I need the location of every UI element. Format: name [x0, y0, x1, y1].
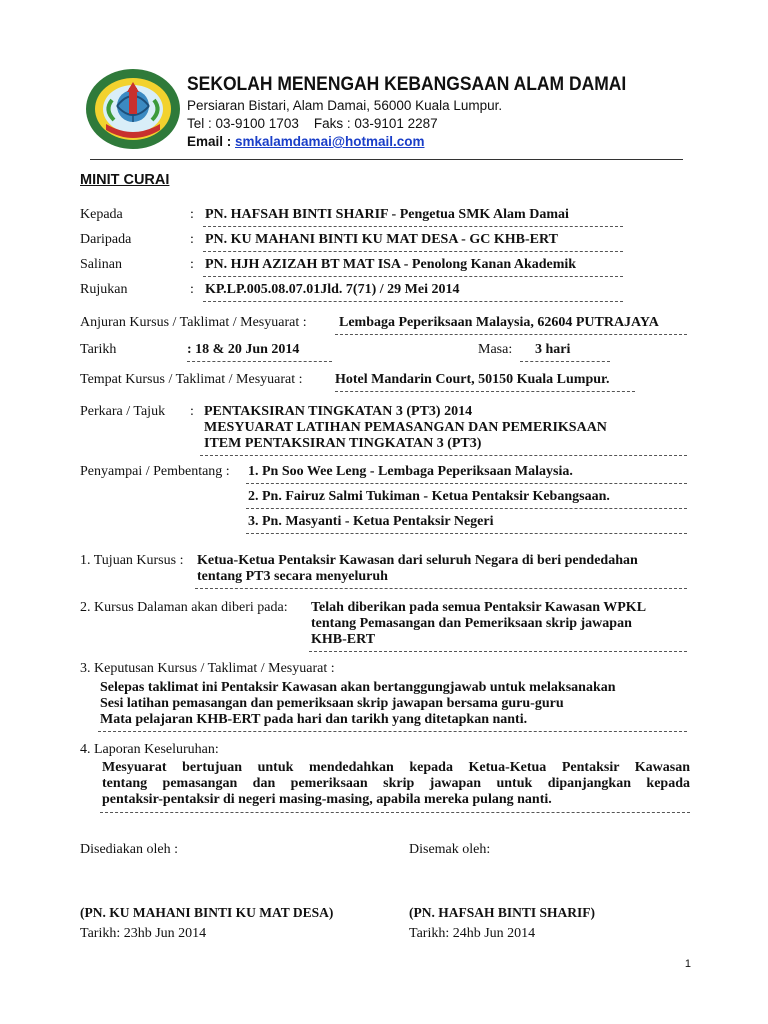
colon: :	[190, 404, 194, 419]
penyampai-underline	[246, 508, 687, 509]
laporan-line: tentang pemasangan dan pemeriksaan skrip jawapan untuk dipanjangkan kepada	[102, 776, 690, 791]
colon: :	[190, 207, 194, 222]
prepared-date: Tarikh: 23hb Jun 2014	[80, 926, 207, 941]
colon: :	[190, 257, 194, 272]
masa-underline	[520, 361, 610, 362]
rujukan-label: Rujukan	[80, 282, 128, 297]
checked-by-name: (PN. HAFSAH BINTI SHARIF)	[409, 905, 596, 920]
document-heading: MINIT CURAI	[80, 172, 170, 188]
dalaman-line: tentang Pemasangan dan Pemeriksaan skrip jawapan	[311, 616, 632, 631]
masa-value: 3 hari	[535, 342, 571, 357]
rujukan-underline	[203, 301, 623, 302]
anjuran-underline	[335, 334, 687, 335]
email-label: Email :	[187, 134, 236, 149]
school-tel-fax: Tel : 03-9100 1703 Faks : 03-9101 2287	[187, 116, 438, 131]
school-email-row	[187, 134, 425, 149]
keputusan-line: Sesi latihan pemasangan dan pemeriksaan skrip jawapan bersama guru-guru	[100, 696, 564, 711]
daripada-label: Daripada	[80, 232, 132, 247]
penyampai-item: 3. Pn. Masyanti - Ketua Pentaksir Negeri	[248, 514, 494, 529]
school-logo	[84, 66, 182, 152]
school-address: Persiaran Bistari, Alam Damai, 56000 Kuala Lumpur.	[187, 98, 503, 113]
perkara-underline	[200, 455, 687, 456]
keputusan-line: Selepas taklimat ini Pentaksir Kawasan akan bertanggungjawab untuk melaksanakan	[100, 680, 616, 695]
laporan-label: 4. Laporan Keseluruhan:	[80, 742, 219, 757]
tarikh-value: : 18 & 20 Jun 2014	[187, 342, 300, 357]
tempat-label: Tempat Kursus / Taklimat / Mesyuarat :	[80, 372, 303, 387]
perkara-line: PENTAKSIRAN TINGKATAN 3 (PT3) 2014	[204, 404, 473, 419]
anjuran-value: Lembaga Peperiksaan Malaysia, 62604 PUTRAJAYA	[339, 315, 659, 330]
penyampai-underline	[246, 483, 687, 484]
kepada-underline	[203, 226, 623, 227]
keputusan-line: Mata pelajaran KHB-ERT pada hari dan tarikh yang ditetapkan nanti.	[100, 712, 528, 727]
dalaman-line: Telah diberikan pada semua Pentaksir Kawasan WPKL	[311, 600, 647, 615]
perkara-label: Perkara / Tajuk	[80, 404, 166, 419]
laporan-underline	[100, 812, 690, 813]
header-divider	[90, 159, 683, 160]
keputusan-label: 3. Keputusan Kursus / Taklimat / Mesyuarat :	[80, 661, 335, 676]
keputusan-underline	[98, 731, 687, 732]
tempat-underline	[335, 391, 635, 392]
tempat-value: Hotel Mandarin Court, 50150 Kuala Lumpur.	[335, 372, 610, 387]
tarikh-underline	[187, 361, 332, 362]
tujuan-underline	[195, 588, 687, 589]
checked-date: Tarikh: 24hb Jun 2014	[409, 926, 536, 941]
dalaman-line: KHB-ERT	[311, 632, 376, 647]
perkara-line: ITEM PENTAKSIRAN TINGKATAN 3 (PT3)	[204, 436, 482, 451]
school-name: SEKOLAH MENENGAH KEBANGSAAN ALAM DAMAI	[187, 74, 627, 95]
kepada-value: PN. HAFSAH BINTI SHARIF - Pengetua SMK Alam Damai	[205, 207, 569, 222]
perkara-line: MESYUARAT LATIHAN PEMASANGAN DAN PEMERIKSAAN	[204, 420, 607, 435]
kepada-label: Kepada	[80, 207, 123, 222]
salinan-underline	[203, 276, 623, 277]
laporan-line: Mesyuarat bertujuan untuk mendedahkan kepada Ketua-Ketua Pentaksir Kawasan	[102, 760, 690, 775]
salinan-label: Salinan	[80, 257, 122, 272]
penyampai-underline	[246, 533, 687, 534]
penyampai-label: Penyampai / Pembentang :	[80, 464, 230, 479]
penyampai-item: 2. Pn. Fairuz Salmi Tukiman - Ketua Pentaksir Kebangsaan.	[248, 489, 610, 504]
checked-by-label: Disemak oleh:	[409, 842, 491, 857]
daripada-value: PN. KU MAHANI BINTI KU MAT DESA - GC KHB-ERT	[205, 232, 558, 247]
prepared-by-label: Disediakan oleh :	[80, 842, 178, 857]
dalaman-underline	[309, 651, 687, 652]
anjuran-label: Anjuran Kursus / Taklimat / Mesyuarat :	[80, 315, 307, 330]
rujukan-value: KP.LP.005.08.07.01Jld. 7(71) / 29 Mei 2014	[205, 282, 460, 297]
tujuan-line: tentang PT3 secara menyeluruh	[197, 569, 388, 584]
tujuan-line: Ketua-Ketua Pentaksir Kawasan dari seluruh Negara di beri pendedahan	[197, 553, 638, 568]
prepared-by-name: (PN. KU MAHANI BINTI KU MAT DESA)	[80, 905, 334, 920]
tujuan-label: 1. Tujuan Kursus :	[80, 553, 184, 568]
tarikh-label: Tarikh	[80, 342, 117, 357]
colon: :	[190, 232, 194, 247]
laporan-line: pentaksir-pentaksir di negeri masing-masing, apabila mereka pulang nanti.	[102, 792, 552, 807]
salinan-value: PN. HJH AZIZAH BT MAT ISA - Penolong Kanan Akademik	[205, 257, 577, 272]
masa-label: Masa:	[478, 342, 513, 357]
colon: :	[190, 282, 194, 297]
dalaman-label: 2. Kursus Dalaman akan diberi pada:	[80, 600, 288, 615]
page-number: 1	[684, 958, 691, 970]
daripada-underline	[203, 251, 623, 252]
penyampai-item: 1. Pn Soo Wee Leng - Lembaga Peperiksaan Malaysia.	[248, 464, 573, 479]
email-link[interactable]: smkalamdamai@hotmail.com	[235, 134, 425, 149]
